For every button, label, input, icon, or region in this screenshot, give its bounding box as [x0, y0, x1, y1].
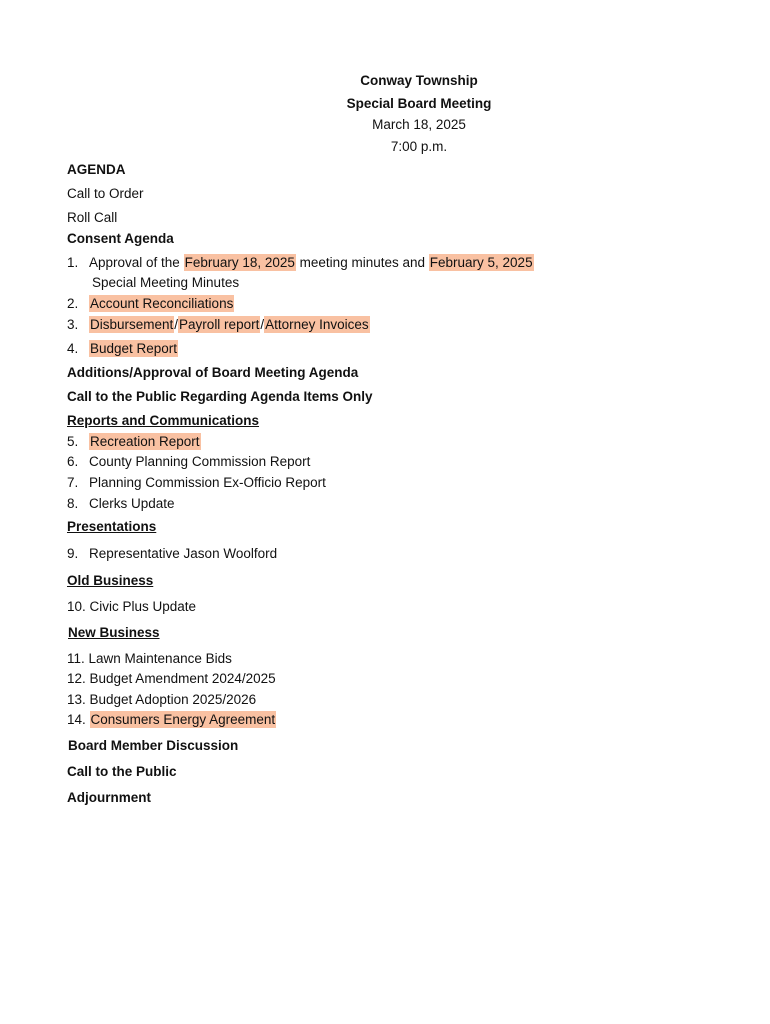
additions-approval: Additions/Approval of Board Meeting Agenda	[67, 365, 359, 380]
agenda-item-5	[67, 433, 201, 451]
agenda-item-7	[67, 474, 326, 492]
agenda-heading: AGENDA	[67, 162, 126, 177]
highlight-text: Account Reconciliations	[90, 296, 234, 311]
agenda-item-2	[67, 295, 234, 313]
item-number: 9.	[67, 546, 79, 561]
agenda-item-12: 12. Budget Amendment 2024/2025	[67, 671, 276, 686]
agenda-item-6	[67, 453, 310, 471]
item-number: 4.	[67, 341, 79, 356]
highlight-attorney: Attorney Invoices	[265, 317, 369, 332]
highlight-text: Recreation Report	[90, 434, 200, 449]
township-title: Conway Township	[360, 73, 478, 88]
board-member-discussion: Board Member Discussion	[68, 738, 239, 753]
agenda-item-8	[67, 495, 175, 513]
item-number: 1.	[67, 255, 79, 270]
highlight-text: Budget Report	[90, 341, 178, 356]
item-1-text-pre: Approval of the	[89, 255, 180, 270]
agenda-item-11: 11. Lawn Maintenance Bids	[67, 651, 232, 666]
reports-heading: Reports and Communications	[67, 413, 260, 428]
item-text: Representative Jason Woolford	[89, 546, 278, 561]
agenda-item-3	[67, 316, 370, 334]
highlight-text: Consumers Energy Agreement	[90, 712, 276, 727]
agenda-item-9	[67, 545, 277, 563]
separator: /	[174, 317, 179, 332]
agenda-item-10: 10. Civic Plus Update	[67, 599, 197, 614]
item-text: County Planning Commission Report	[89, 454, 311, 469]
new-business-heading: New Business	[68, 625, 160, 640]
agenda-item-1	[67, 254, 534, 272]
item-number: 2.	[67, 296, 79, 311]
item-number: 7.	[67, 475, 79, 490]
item-number: 14.	[67, 712, 86, 727]
agenda-item-4	[67, 340, 178, 358]
consent-agenda-heading: Consent Agenda	[67, 231, 174, 246]
presentations-heading: Presentations	[67, 519, 157, 534]
item-number: 6.	[67, 454, 79, 469]
meeting-title: Special Board Meeting	[346, 96, 492, 111]
highlight-payroll: Payroll report	[179, 317, 260, 332]
agenda-item-1-continued: Special Meeting Minutes	[92, 275, 240, 290]
item-1-text-mid: meeting minutes and	[299, 255, 425, 270]
separator: /	[260, 317, 265, 332]
item-number: 5.	[67, 434, 79, 449]
item-text: Clerks Update	[89, 496, 175, 511]
agenda-item-13: 13. Budget Adoption 2025/2026	[67, 692, 257, 707]
call-to-public: Call to the Public	[67, 764, 177, 779]
highlight-date-2: February 5, 2025	[429, 255, 533, 270]
item-text: Planning Commission Ex-Officio Report	[89, 475, 326, 490]
item-number: 8.	[67, 496, 79, 511]
agenda-item-14	[67, 711, 276, 729]
call-to-order: Call to Order	[67, 186, 144, 201]
old-business-heading: Old Business	[67, 573, 154, 588]
highlight-date-1: February 18, 2025	[184, 255, 295, 270]
item-number: 3.	[67, 317, 79, 332]
roll-call: Roll Call	[67, 210, 118, 225]
meeting-time: 7:00 p.m.	[390, 139, 448, 154]
adjournment: Adjournment	[67, 790, 151, 805]
highlight-disbursement: Disbursement	[90, 317, 174, 332]
call-to-public-agenda: Call to the Public Regarding Agenda Items Only	[67, 389, 373, 404]
meeting-date: March 18, 2025	[372, 117, 466, 132]
